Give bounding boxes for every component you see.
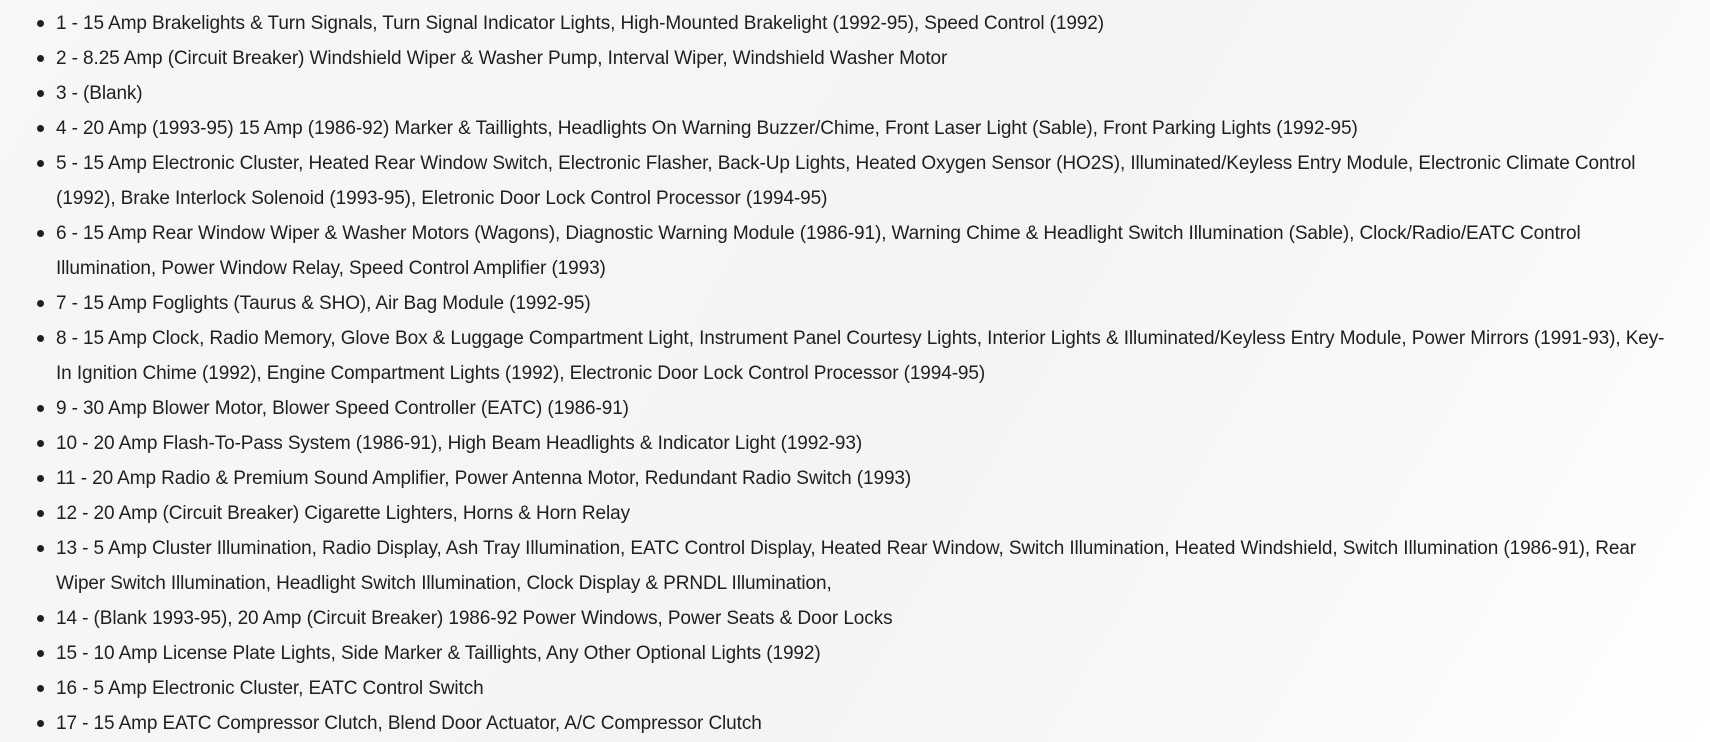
list-item: 15 - 10 Amp License Plate Lights, Side Marker & Taillights, Any Other Optional Lights (1992): [56, 636, 1690, 671]
list-item: 7 - 15 Amp Foglights (Taurus & SHO), Air Bag Module (1992-95): [56, 286, 1690, 321]
article-content: [0, 6, 1690, 741]
list-item: 10 - 20 Amp Flash-To-Pass System (1986-91), High Beam Headlights & Indicator Light (1992-93): [56, 426, 1690, 461]
list-item: 5 - 15 Amp Electronic Cluster, Heated Rear Window Switch, Electronic Flasher, Back-Up Lights, Heated Oxygen Sensor (HO2S), Illuminated/Keyless Entry Module, Electronic Climate Control (1992), Brake Interlock Solenoid (1993-95), Eletronic Door Lock Control Processor (1994-95): [56, 146, 1690, 216]
list-item: 2 - 8.25 Amp (Circuit Breaker) Windshield Wiper & Washer Pump, Interval Wiper, Windshield Washer Motor: [56, 41, 1690, 76]
list-item: 8 - 15 Amp Clock, Radio Memory, Glove Box & Luggage Compartment Light, Instrument Panel Courtesy Lights, Interior Lights & Illuminated/Keyless Entry Module, Power Mirrors (1991-93), Key-In Ignition Chime (1992), Engine Compartment Lights (1992), Electronic Door Lock Control Processor (1994-95): [56, 321, 1690, 391]
list-item: 6 - 15 Amp Rear Window Wiper & Washer Motors (Wagons), Diagnostic Warning Module (1986-91), Warning Chime & Headlight Switch Illumination (Sable), Clock/Radio/EATC Control Illumination, Power Window Relay, Speed Control Amplifier (1993): [56, 216, 1690, 286]
fuse-list: [0, 6, 1690, 741]
list-item: 13 - 5 Amp Cluster Illumination, Radio Display, Ash Tray Illumination, EATC Control Display, Heated Rear Window, Switch Illumination, Heated Windshield, Switch Illumination (1986-91), Rear Wiper Switch Illumination, Headlight Switch Illumination, Clock Display & PRNDL Illumination,: [56, 531, 1690, 601]
list-item: 9 - 30 Amp Blower Motor, Blower Speed Controller (EATC) (1986-91): [56, 391, 1690, 426]
list-item: 12 - 20 Amp (Circuit Breaker) Cigarette Lighters, Horns & Horn Relay: [56, 496, 1690, 531]
list-item: 16 - 5 Amp Electronic Cluster, EATC Control Switch: [56, 671, 1690, 706]
list-item: 4 - 20 Amp (1993-95) 15 Amp (1986-92) Marker & Taillights, Headlights On Warning Buzzer/Chime, Front Laser Light (Sable), Front Parking Lights (1992-95): [56, 111, 1690, 146]
list-item: 3 - (Blank): [56, 76, 1690, 111]
list-item: 1 - 15 Amp Brakelights & Turn Signals, Turn Signal Indicator Lights, High-Mounted Brakelight (1992-95), Speed Control (1992): [56, 6, 1690, 41]
list-item: 17 - 15 Amp EATC Compressor Clutch, Blend Door Actuator, A/C Compressor Clutch: [56, 706, 1690, 741]
list-item: 11 - 20 Amp Radio & Premium Sound Amplifier, Power Antenna Motor, Redundant Radio Switch (1993): [56, 461, 1690, 496]
list-item: 14 - (Blank 1993-95), 20 Amp (Circuit Breaker) 1986-92 Power Windows, Power Seats & Door Locks: [56, 601, 1690, 636]
